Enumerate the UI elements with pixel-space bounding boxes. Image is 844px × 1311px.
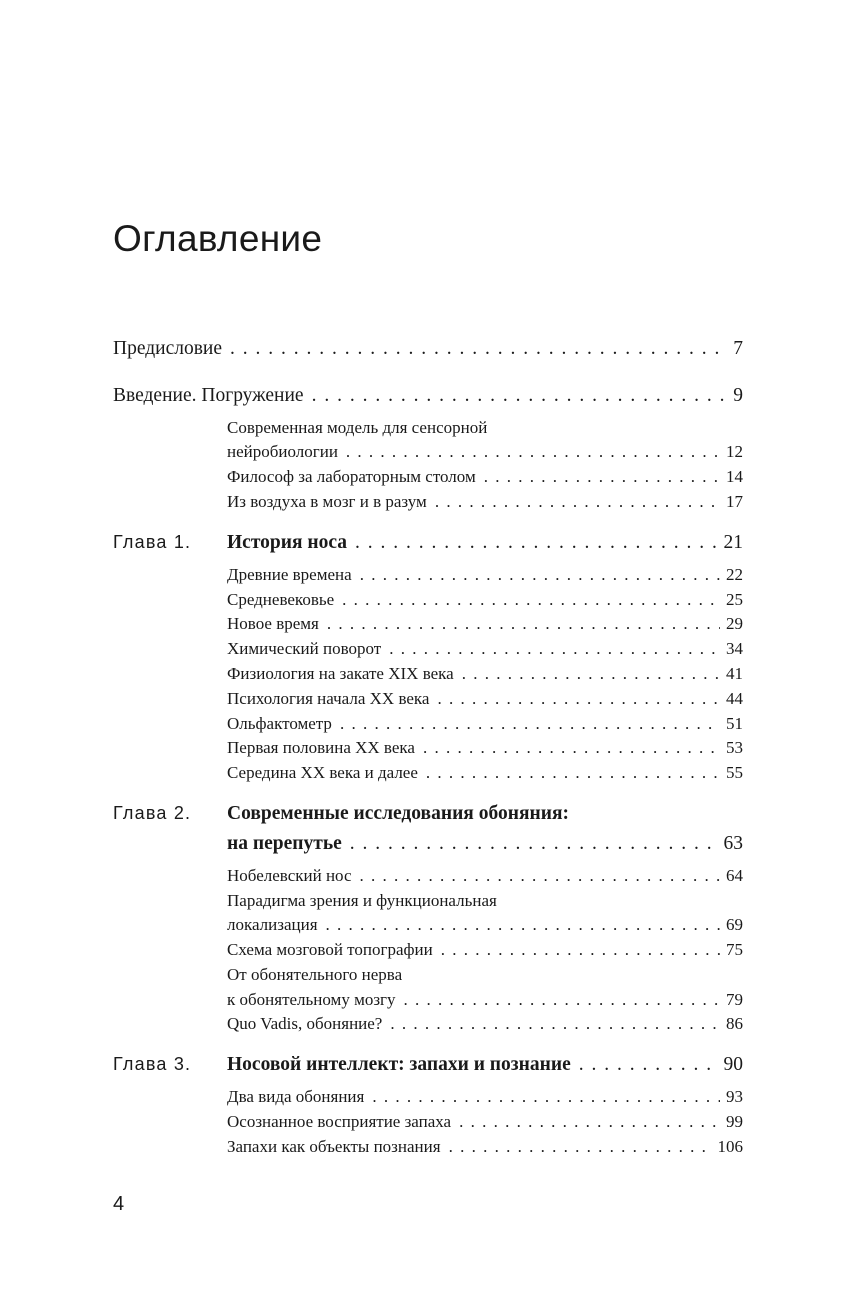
toc-page-number: 7 [733,338,743,359]
toc-entry-chapter-1 [113,532,743,554]
toc-subentry [227,590,743,610]
toc-subentry [227,1137,743,1157]
leader-dots [462,664,720,684]
toc-entry-text: Физиология на закате XIX века [227,664,454,683]
toc-subentry [227,915,743,935]
toc-entry-text: к обонятельному мозгу [227,990,396,1009]
toc-page-number: 63 [723,833,743,854]
toc-subentry [227,990,743,1010]
toc-page-number: 22 [726,565,743,584]
toc-entry-text: Ольфактометр [227,714,332,733]
leader-dots [484,467,720,487]
toc-subentry [227,738,743,758]
toc-entry-text: Запахи как объекты познания [227,1137,441,1156]
toc-entry-text: Древние времена [227,565,352,584]
toc-page-number: 53 [726,738,743,757]
toc-page-number: 75 [726,940,743,959]
toc-page-number: 17 [726,492,743,511]
leader-dots [355,532,717,554]
toc-subentry [227,418,743,438]
toc-subentry [227,965,743,985]
leader-dots [360,866,720,886]
toc-chapter-label: Глава 3. [113,1054,192,1074]
leader-dots [340,714,720,734]
toc-entry-text: Парадигма зрения и функциональная [227,891,497,910]
toc-entry-text: локализация [227,915,318,934]
toc-entry-chapter-2 [113,803,743,825]
toc-subentry [227,1014,743,1034]
toc-entry-introduction [113,385,743,407]
leader-dots [390,1014,720,1034]
toc-subentry [227,689,743,709]
toc-page-number: 86 [726,1014,743,1033]
toc-page-number: 69 [726,915,743,934]
toc-subentry [227,565,743,585]
toc-chapter-label: Глава 2. [113,803,192,823]
leader-dots [404,990,720,1010]
leader-dots [230,338,727,360]
leader-dots [360,565,720,585]
toc-entry-text: Новое время [227,614,319,633]
toc-page-number: 51 [726,714,743,733]
toc-page-number: 14 [726,467,743,486]
toc-subentry [227,714,743,734]
leader-dots [350,833,718,855]
toc-entry-text: нейробиологии [227,442,338,461]
toc-page-number: 90 [723,1054,743,1075]
toc-entry-text: Середина XX века и далее [227,763,418,782]
toc-page-number: 79 [726,990,743,1009]
toc-entry-text: Первая половина XX века [227,738,415,757]
leader-dots [312,385,728,407]
toc-subentry [227,1112,743,1132]
toc-entry-preface [113,338,743,360]
leader-dots [327,614,720,634]
toc-entry-text: Два вида обоняния [227,1087,365,1106]
toc-chapter-title: Современные исследования обоняния: [227,803,570,824]
leader-dots [441,940,720,960]
toc-entry-chapter-3 [113,1054,743,1076]
leader-dots [435,492,720,512]
toc-chapter-title: Носовой интеллект: запахи и познание [227,1054,571,1075]
leader-dots [326,915,720,935]
toc-subentry [227,763,743,783]
toc-subentry [227,614,743,634]
toc-chapter-label: Глава 1. [113,532,192,552]
toc-subentry [227,940,743,960]
toc-page-number: 12 [726,442,743,461]
toc-page-number: 25 [726,590,743,609]
toc-entry-text: Погружение [201,385,304,406]
toc-entry-text: Quo Vadis, обоняние? [227,1014,383,1033]
leader-dots [346,442,720,462]
toc-subentry [227,492,743,512]
toc-entry-text: Современная модель для сенсорной [227,418,488,437]
page-number: 4 [113,1193,125,1215]
toc-subentry [227,639,743,659]
leader-dots [372,1087,720,1107]
toc-subentry [227,891,743,911]
toc-subentry [227,467,743,487]
toc-page-number: 34 [726,639,743,658]
toc-page-number: 41 [726,664,743,683]
leader-dots [389,639,720,659]
toc-entry-text: Психология начала XX века [227,689,430,708]
toc-page-number: 55 [726,763,743,782]
toc-page-number: 21 [723,532,743,553]
toc-subentry [227,1087,743,1107]
leader-dots [437,689,720,709]
toc-entry-text: Предисловие [113,338,223,359]
toc-subentry [227,664,743,684]
toc-page-number: 106 [717,1137,743,1156]
toc-page-number: 9 [733,385,743,406]
toc-entry-text: Нобелевский нос [227,866,352,885]
toc-page-number: 99 [726,1112,743,1131]
leader-dots [342,590,720,610]
page-title: Оглавление [113,218,323,259]
toc-entry-text: Осознанное восприятие запаха [227,1112,452,1131]
toc-chapter-title: на перепутье [227,833,342,854]
toc-entry-text: Философ за лабораторным столом [227,467,476,486]
toc-subentry [227,866,743,886]
toc-page-number: 44 [726,689,743,708]
toc-subentry [227,442,743,462]
leader-dots [423,738,720,758]
leader-dots [459,1112,720,1132]
toc-entry-chapter-2-cont [113,833,743,855]
toc-chapter-title: История носа [227,532,348,553]
leader-dots [426,763,720,783]
toc-entry-text: Химический поворот [227,639,382,658]
leader-dots [579,1054,718,1076]
toc-page-number: 93 [726,1087,743,1106]
leader-dots [449,1137,712,1157]
toc-entry-text: Схема мозговой топографии [227,940,433,959]
toc-entry-text: От обонятельного нерва [227,965,403,984]
toc-entry-text: Средневековье [227,590,335,609]
toc-page-number: 64 [726,866,743,885]
toc-page-number: 29 [726,614,743,633]
toc-entry-text: Из воздуха в мозг и в разум [227,492,427,511]
toc-entry-label: Введение. [113,385,197,406]
